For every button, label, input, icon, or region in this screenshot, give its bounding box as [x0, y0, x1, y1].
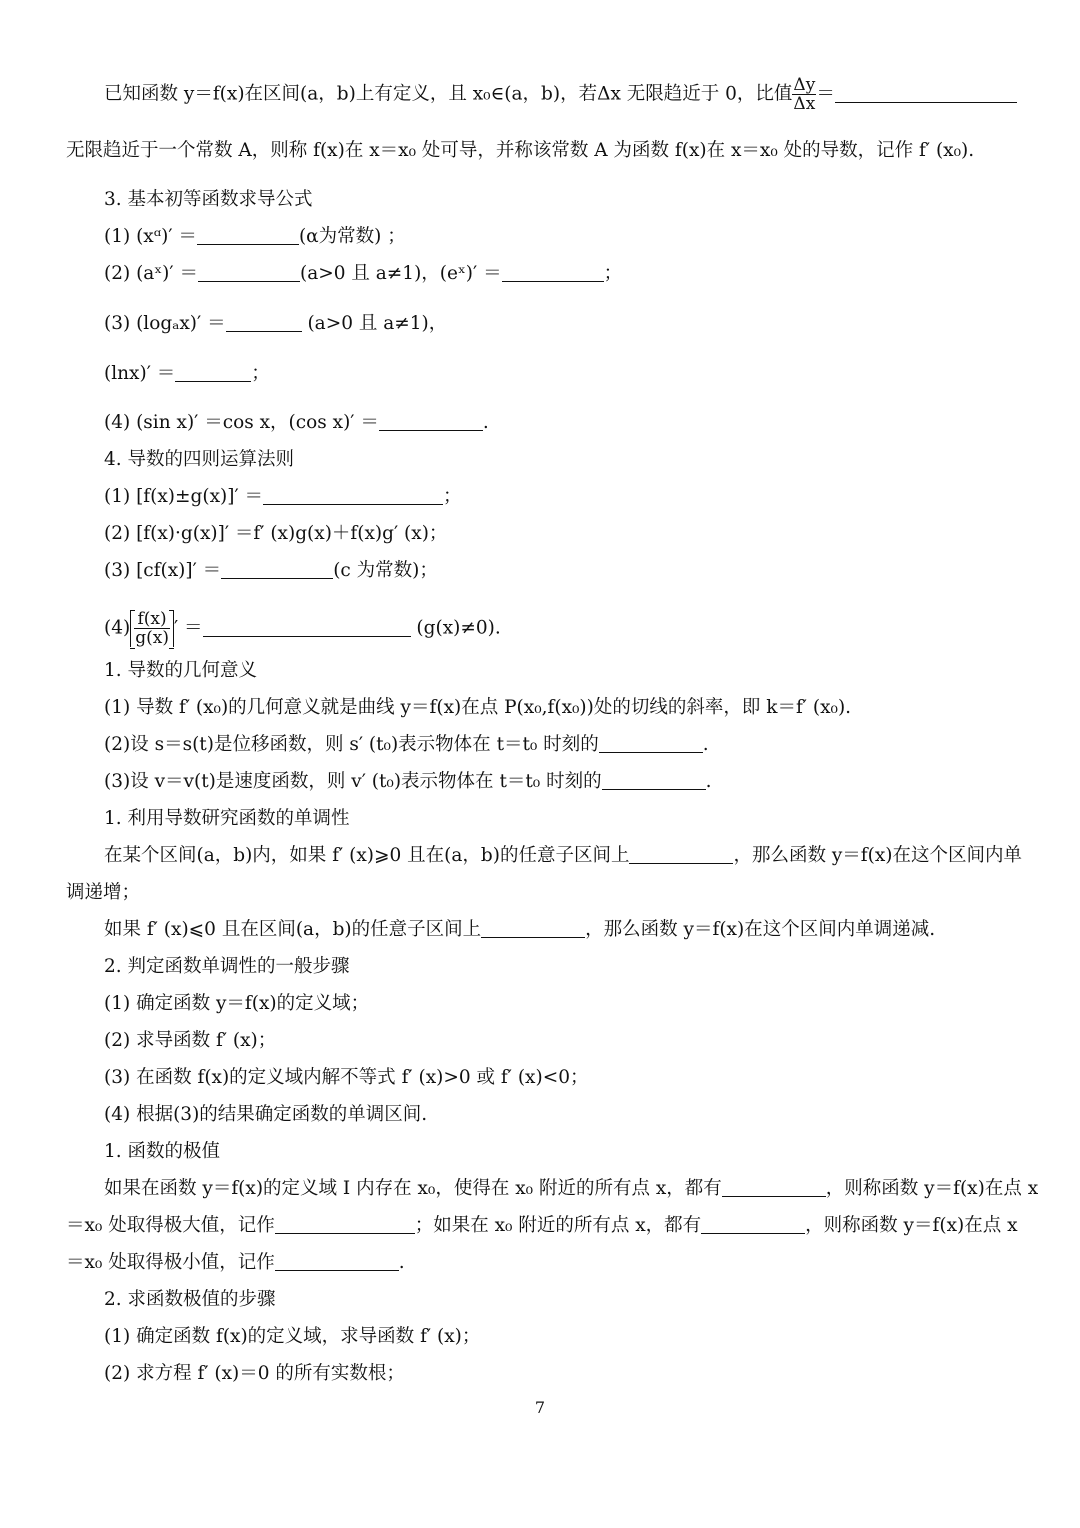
text-line: (4) 根据(3)的结果确定函数的单调区间.	[104, 1104, 428, 1125]
formula-line: (1) (xᵅ)′ ＝ (α为常数) ；	[104, 226, 406, 247]
formula-line: (3) [cf(x)]′ ＝ (c 为常数)；	[104, 560, 438, 581]
text-line: ＝x₀ 处取得极大值，记作 ；如果在 x₀ 附近的所有点 x，都有 ，则称函数 y＝f(x)在点 x	[66, 1215, 1018, 1236]
answer-blank[interactable]	[599, 734, 703, 753]
formula-line: (2) (aˣ)′ ＝ (a>0 且 a≠1)，(eˣ)′ ＝ ；	[104, 263, 623, 284]
answer-blank[interactable]	[722, 1178, 826, 1197]
section-heading: 1. 利用导数研究函数的单调性	[104, 808, 350, 829]
answer-blank[interactable]	[275, 1252, 399, 1271]
fraction-numerator: Δy	[793, 75, 816, 95]
text-segment: ＝	[816, 83, 835, 105]
text-line: (1) 确定函数 f(x)的定义域，求导函数 f′ (x)；	[104, 1326, 481, 1347]
section-heading: 4. 导数的四则运算法则	[104, 449, 295, 470]
text-line: (1) 确定函数 y＝f(x)的定义域；	[104, 993, 370, 1014]
section-heading: 2. 判定函数单调性的一般步骤	[104, 956, 350, 977]
text-line: (3)设 v＝v(t)是速度函数，则 v′ (t₀)表示物体在 t＝t₀ 时刻的 .	[104, 771, 712, 792]
answer-blank[interactable]	[226, 313, 302, 332]
answer-blank[interactable]	[197, 226, 299, 245]
text-line: 如果 f′ (x)⩽0 且在区间(a，b)的任意子区间上 ，那么函数 y＝f(x)在这个区间内单调递减.	[104, 919, 936, 940]
answer-blank[interactable]	[379, 412, 483, 431]
formula-line: (4) (sin x)′ ＝cos x，(cos x)′ ＝ .	[104, 412, 489, 433]
formula-line: (lnx)′ ＝ ；	[104, 363, 270, 384]
answer-blank[interactable]	[198, 263, 300, 282]
answer-blank[interactable]	[481, 919, 585, 938]
answer-blank[interactable]	[701, 1215, 805, 1234]
text-line: 如果在函数 y＝f(x)的定义域 I 内存在 x₀，使得在 x₀ 附近的所有点 x，都有 ，则称函数 y＝f(x)在点 x	[104, 1178, 1039, 1199]
text-line: (2) 求导函数 f′ (x)；	[104, 1030, 277, 1051]
fraction-denominator: Δx	[793, 94, 816, 114]
section-heading: 2. 求函数极值的步骤	[104, 1289, 276, 1310]
derivative-definition-continuation: 无限趋近于一个常数 A，则称 f(x)在 x＝x₀ 处可导，并称该常数 A 为函数 f(x)在 x＝x₀ 处的导数，记作 f′ (x₀).	[66, 140, 975, 161]
bracketed-fraction	[130, 610, 174, 647]
text-line: 在某个区间(a，b)内，如果 f′ (x)⩾0 且在(a，b)的任意子区间上 ，那么函数 y＝f(x)在这个区间内单	[104, 845, 1023, 866]
formula-line: (1) [f(x)±g(x)]′ ＝ ；	[104, 486, 462, 507]
fraction-denominator: g(x)	[135, 628, 169, 648]
section-heading: 1. 导数的几何意义	[104, 660, 258, 681]
answer-blank[interactable]	[203, 618, 411, 637]
page-number: 7	[534, 1398, 546, 1417]
formula-line: (4) $\frac{f(x)}{g(x)}$ ′ ＝ (g(x)≠0).	[104, 609, 501, 648]
text-line: 调递增；	[66, 882, 141, 903]
section-heading: 1. 函数的极值	[104, 1141, 221, 1162]
answer-blank[interactable]	[263, 486, 443, 505]
answer-blank[interactable]	[835, 84, 1017, 103]
answer-blank[interactable]	[629, 845, 733, 864]
fraction-numerator: f(x)	[134, 610, 170, 629]
answer-blank[interactable]	[502, 263, 604, 282]
fraction-dy-dx	[792, 76, 816, 113]
text-line: ＝x₀ 处取得极小值，记作 .	[66, 1252, 405, 1273]
text-line: (2) 求方程 f′ (x)＝0 的所有实数根；	[104, 1363, 405, 1384]
answer-blank[interactable]	[275, 1215, 415, 1234]
text-line: (2)设 s＝s(t)是位移函数，则 s′ (t₀)表示物体在 t＝t₀ 时刻的 .	[104, 734, 709, 755]
answer-blank[interactable]	[221, 560, 333, 579]
derivative-definition-line	[104, 76, 1017, 113]
text-line: (1) 导数 f′ (x₀)的几何意义就是曲线 y＝f(x)在点 P(x₀,f(x₀))处的切线的斜率，即 k＝f′ (x₀).	[104, 697, 852, 718]
answer-blank[interactable]	[602, 771, 706, 790]
answer-blank[interactable]	[175, 363, 251, 382]
section-heading: 3. 基本初等函数求导公式	[104, 189, 313, 210]
formula-line: (3) (logₐx)′ ＝ (a>0 且 a≠1)，	[104, 313, 448, 334]
text-segment: 已知函数 y＝f(x)在区间(a，b)上有定义，且 x₀∈(a，b)，若Δx 无限趋近于 0，比值	[104, 83, 793, 105]
text-line: (3) 在函数 f(x)的定义域内解不等式 f′ (x)>0 或 f′ (x)<0；	[104, 1067, 589, 1088]
formula-line: (2) [f(x)·g(x)]′ ＝f′ (x)g(x)＋f(x)g′ (x)；	[104, 523, 448, 544]
